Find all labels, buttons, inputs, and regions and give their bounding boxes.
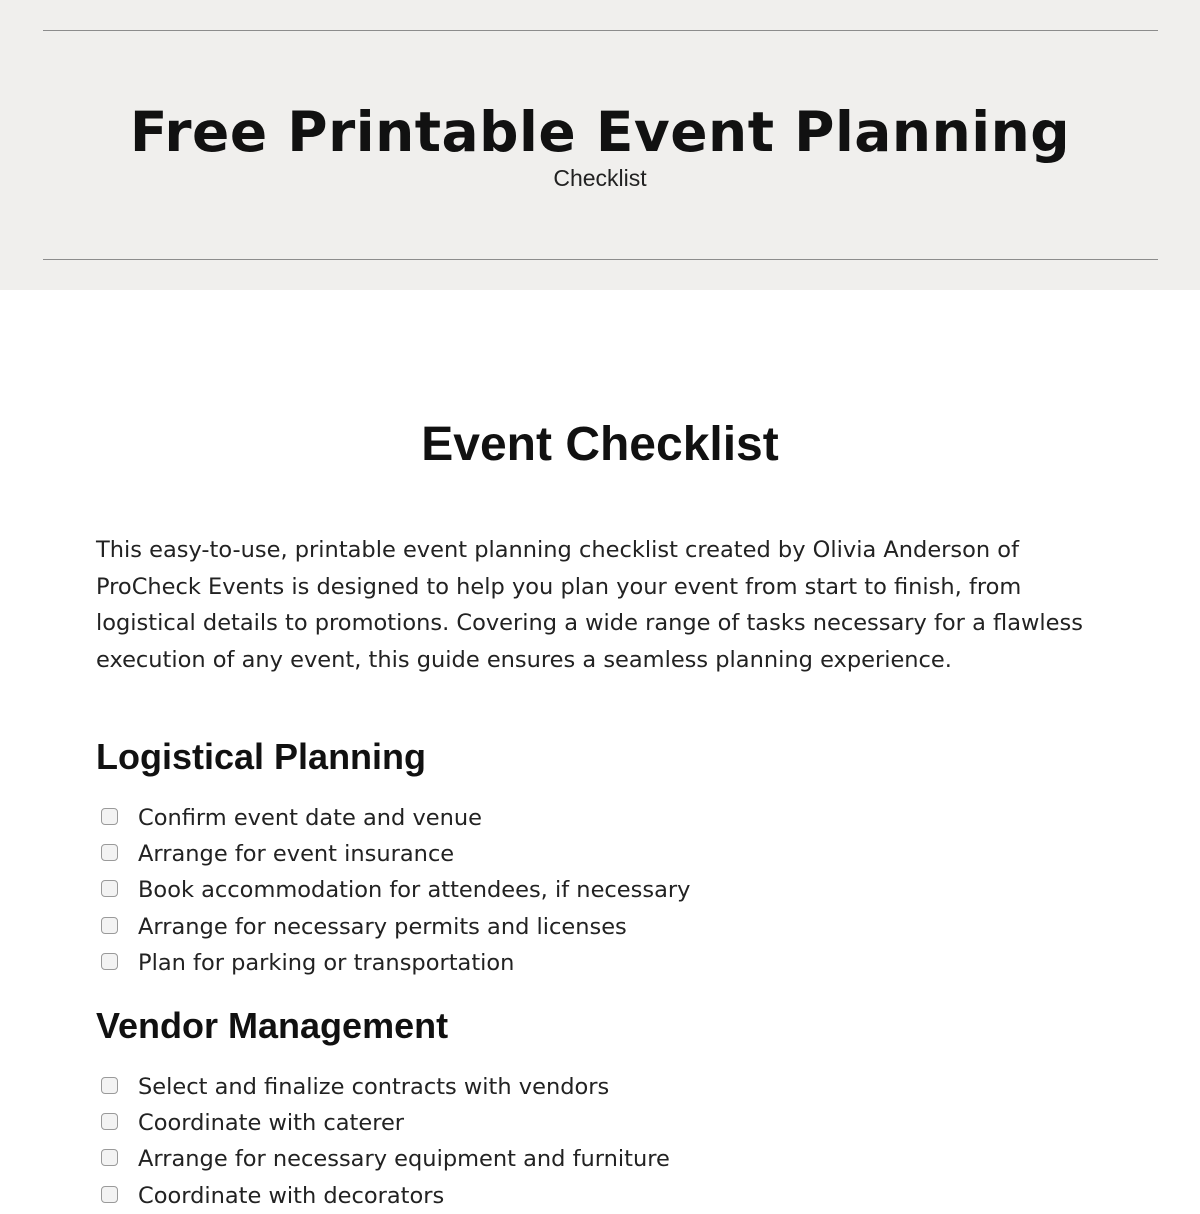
checkbox[interactable] — [101, 844, 118, 861]
banner-title: Free Printable Event Planning — [129, 100, 1071, 164]
checklist-item-label: Coordinate with decorators — [138, 1182, 445, 1209]
checklist-item-label: Arrange for necessary equipment and furniture — [138, 1146, 670, 1173]
checklist-item-label: Confirm event date and venue — [138, 805, 482, 831]
checkbox[interactable] — [101, 917, 118, 934]
checklist-item-label: Book accommodation for attendees, if necessary — [138, 877, 691, 904]
bottom-divider — [43, 259, 1158, 260]
checklist-logistical-planning — [96, 800, 690, 981]
section-heading-logistical-planning: Logistical Planning — [96, 736, 427, 777]
checklist-item[interactable] — [96, 800, 690, 836]
checklist-item-label: Arrange for event insurance — [138, 841, 455, 868]
checklist-item[interactable] — [96, 872, 690, 908]
top-divider — [43, 30, 1158, 31]
checklist-item-label: Coordinate with caterer — [138, 1110, 405, 1137]
intro-paragraph: This easy-to-use, printable event planning checklist created by Olivia Anderson of ProCheck Events is designed to help you plan your event from start to finish, from logistical details to promotions. Covering a wide range of tasks necessary for a flawless execution of any event, this guide ensures a seamless planning experience. — [96, 537, 1083, 673]
section-heading-vendor-management: Vendor Management — [96, 1005, 449, 1046]
banner-subtitle: Checklist — [553, 165, 647, 191]
checklist-item[interactable] — [96, 945, 690, 981]
header-banner — [0, 0, 1200, 290]
checkbox[interactable] — [101, 1149, 118, 1166]
checklist-item[interactable] — [96, 836, 690, 872]
checkbox[interactable] — [101, 953, 118, 970]
checklist-item[interactable] — [96, 1105, 670, 1141]
document-title: Event Checklist — [421, 418, 779, 471]
checkbox[interactable] — [101, 880, 118, 897]
checklist-item-label: Select and finalize contracts with vendors — [138, 1074, 610, 1100]
checkbox[interactable] — [101, 1113, 118, 1130]
checklist-item-label: Arrange for necessary permits and licenses — [138, 913, 627, 940]
checklist-item[interactable] — [96, 1141, 670, 1177]
checklist-item-label: Plan for parking or transportation — [138, 949, 515, 976]
checkbox[interactable] — [101, 1077, 118, 1094]
checklist-item[interactable] — [96, 1069, 670, 1105]
checklist-item[interactable] — [96, 909, 690, 945]
checkbox[interactable] — [101, 808, 118, 825]
checkbox[interactable] — [101, 1186, 118, 1203]
checklist-vendor-management — [96, 1069, 670, 1214]
checklist-item[interactable] — [96, 1178, 670, 1214]
